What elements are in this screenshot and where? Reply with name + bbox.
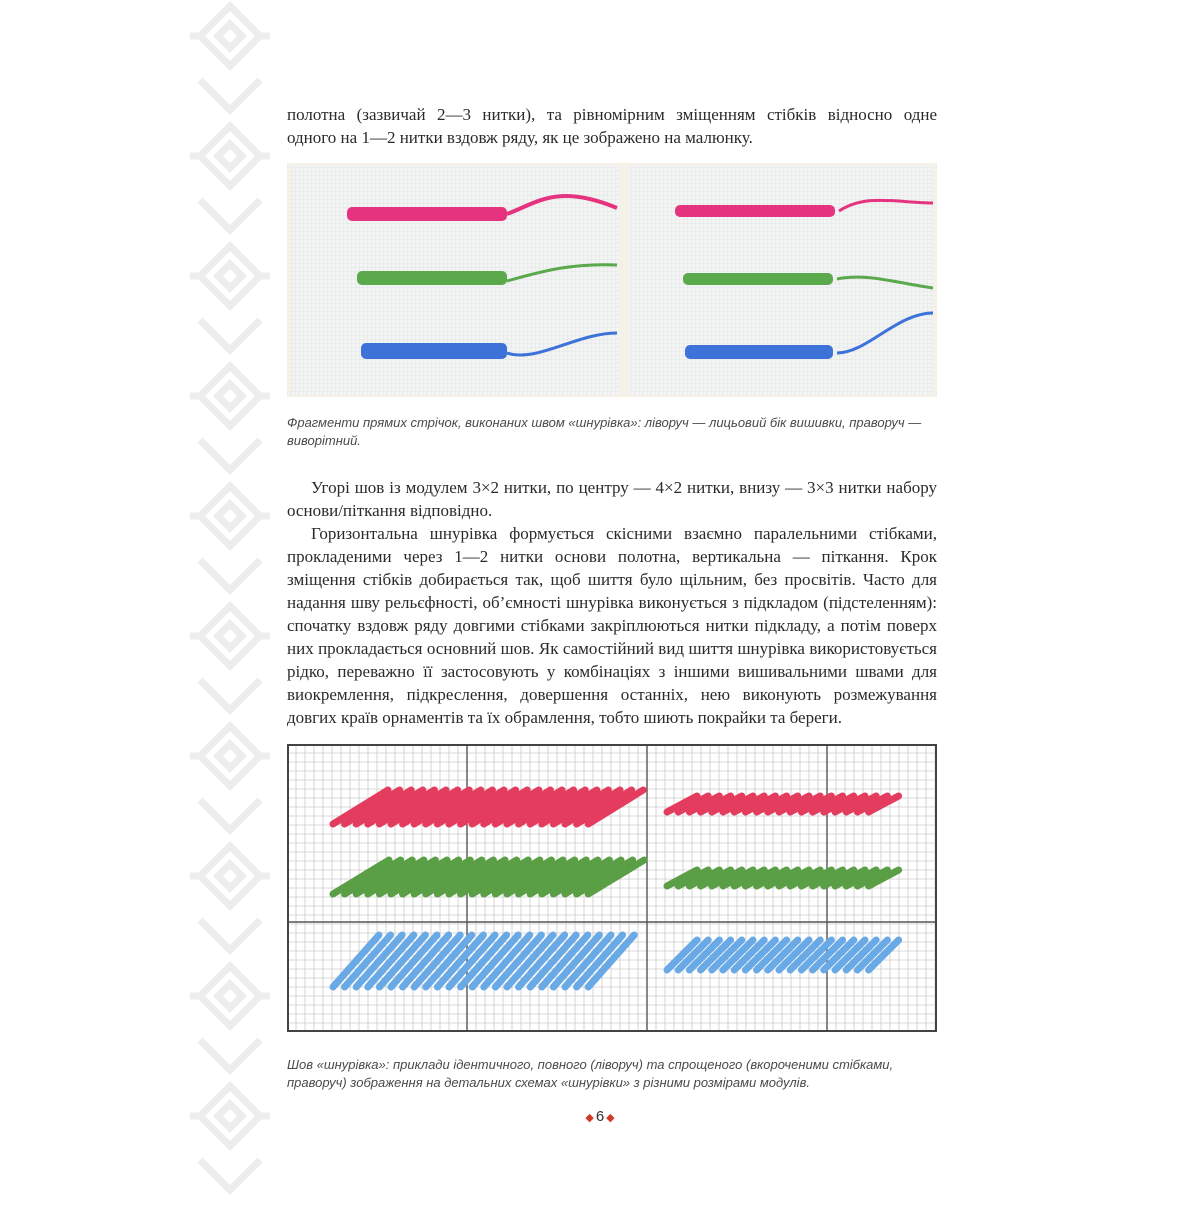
- page-number-text: 6: [595, 1108, 605, 1125]
- paragraph-line: одного на 1—2 нитки вздовж ряду, як це зображено на малюнку.: [287, 128, 753, 147]
- body-paragraph-2: Горизонтальна шнурівка формується скісними взаємно паралельними стібками, прокладеними через 1—2 нитки основи полотна, вертикальна — піткання. Крок зміщення стібків добирається так, щоб шиття було щільним, без просвітів. Часто для надання шву рельєфності, об’ємності шнурівка виконується з підкладом (підстеленням): спочатку вздовж ряду довгими стібками закріплюються нитки підкладу, а потім поверх них прокладається основний шов. Як самостійний вид шиття шнурівка використовується рідко, переважно її застосовують у комбінаціях з іншими вишивальними швами для виокремлення, підкреслення, довершення останніх, нею виконують розмежування довгих країв орнаментів та їх обрамлення, тобто шиють покрайки та береги.: [287, 524, 937, 727]
- body-paragraph-1: Угорі шов із модулем 3×2 нитки, по центру — 4×2 нитки, внизу — 3×3 нитки набору основи/піткання відповідно.: [287, 478, 937, 520]
- paragraph-line: полотна (зазвичай 2—3 нитки), та рівномірним зміщенням стібків відносно одне: [287, 105, 937, 124]
- paragraph-top: [287, 103, 937, 149]
- diamond-icon: ◆: [606, 1111, 615, 1124]
- diagram-caption: Шов «шнурівка»: приклади ідентичного, повного (ліворуч) та спрощеного (вкороченими стібками, праворуч) зображення на детальних схемах «шнурівки» з різними розмірами модулів.: [287, 1057, 894, 1090]
- stitch-diagram: [287, 744, 937, 1032]
- page-number: [0, 1108, 1200, 1125]
- body-text: [287, 476, 937, 729]
- embroidery-photo: [287, 163, 937, 397]
- photo-caption: Фрагменти прямих стрічок, виконаних швом «шнурівка»: ліворуч — лицьовий бік вишивки, праворуч — виворітний.: [287, 415, 922, 448]
- diamond-icon: ◆: [585, 1111, 594, 1124]
- ornament-border: [190, 0, 270, 1200]
